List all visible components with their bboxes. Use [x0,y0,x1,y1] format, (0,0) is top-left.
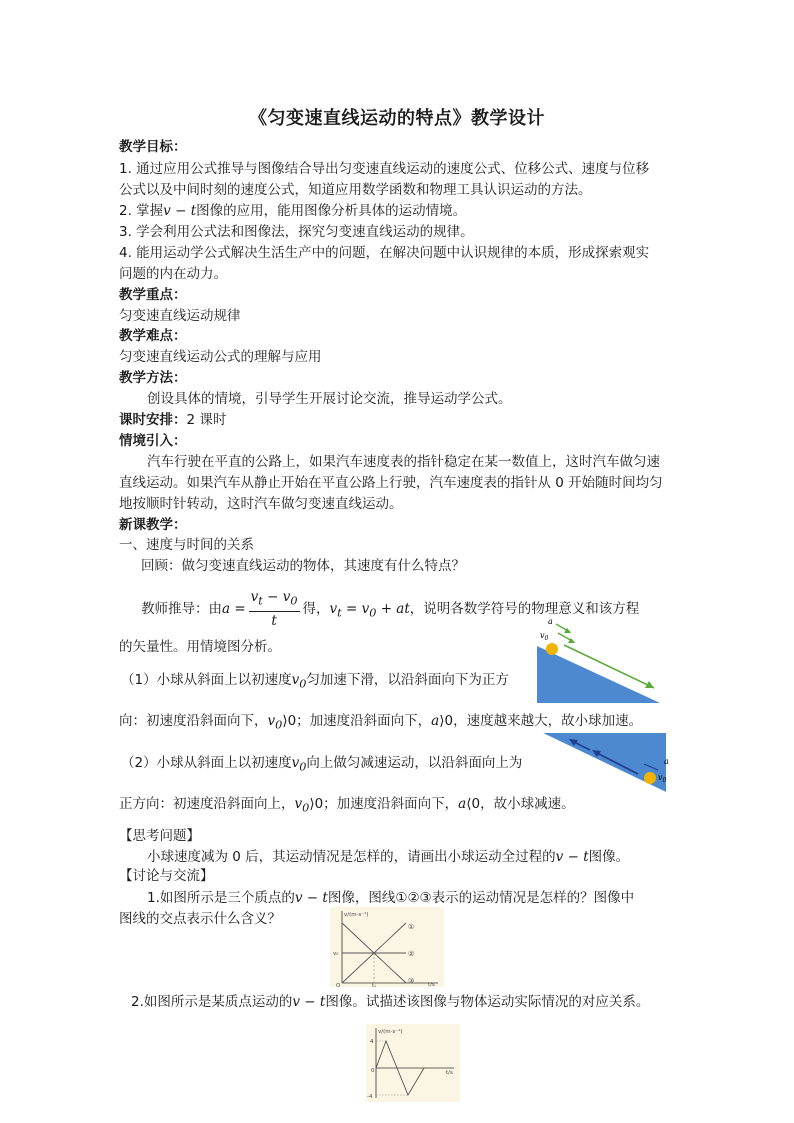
objective-2-pre: 2. 掌握 [119,203,164,219]
think-vt: v − t [555,849,589,865]
difficulty-text: 匀变速直线运动公式的理解与应用 [119,349,322,365]
q2-post: 图像。试描述该图像与物体运动实际情况的对应关系。 [325,994,650,1010]
objective-2-post: 图像的应用，能用图像分析具体的运动情境。 [196,203,467,219]
discuss-q1-b: 图线的交点表示什么含义？ [119,911,281,927]
label-a-2: a [664,757,669,766]
q2-vt: v − t [292,994,326,1010]
incline-figure-up [540,730,670,794]
key-point-text: 匀变速直线运动规律 [119,308,241,324]
case1-a-pre: （1）小球从斜面上以初速度 [121,672,292,688]
formula-v: v [329,600,338,617]
case2-b-post: ，故小球减速。 [480,796,575,812]
think-heading: 【思考问题】 [119,828,200,844]
q1-vt: v − t [294,890,328,906]
case1-b-mid: ；加速度沿斜面向下， [296,713,432,729]
case2-b-v0: $v_0$ [294,796,310,815]
q1-post: 图像，图线①②③表示的运动情况是怎样的？图像中 [327,890,635,906]
graph2-tick-bottom: -4 [367,1094,373,1100]
case1-b-v0: $v_0$ [267,713,283,732]
q1-pre: 1.如图所示是三个质点的 [147,890,295,906]
acceleration-fraction [249,588,300,630]
frac-lhs: a = [222,600,246,617]
fraction-numerator [249,588,300,612]
schedule-text: 2 课时 [186,412,227,428]
graph2-origin: 0 [371,1068,375,1074]
derive-pre: 教师推导：由 [141,600,222,617]
fraction-denominator: t [271,612,277,629]
label-v0: $v_0$ [540,631,549,642]
schedule-heading: 课时安排： [119,412,187,428]
case1-a-post: 匀加速下滑，以沿斜面向下为正方 [306,672,509,688]
case1-b-cmp1: ⟩0 [282,713,297,729]
document-title: 《匀变速直线运动的特点》教学设计 [249,108,545,129]
case1-b-a: a [431,713,440,729]
graph2-ylabel: v/(m·s⁻¹) [378,1029,403,1035]
label-v0-2: $v_0$ [658,773,667,784]
case1-b-cmp2: ⟩0 [439,713,454,729]
graph1-ylabel: v/(m·s⁻¹) [344,912,369,918]
schedule [119,410,679,430]
derivation-line2: 的矢量性。用情境图分析。 [119,639,281,655]
think-text [147,847,707,867]
case2-b-mid: ；加速度沿斜面向下， [323,796,459,812]
derive-post: ，说明各数学符号的物理意义和该方程 [409,600,640,617]
formula-tail: + at [376,600,410,617]
case1-b-v: v [267,713,276,729]
discuss-q2 [131,992,691,1012]
objective-4a: 4. 能用运动学公式解决生活生产中的问题，在解决问题中认识规律的本质，形成探索观实 [119,245,650,261]
case2-a-pre: （2）小球从斜面上以初速度 [121,755,292,771]
formula-rhs: = v [341,600,370,617]
q2-pre: 2.如图所示是某质点运动的 [131,994,293,1010]
graph1-xlabel: t/s [428,982,435,987]
key-point-heading: 教学重点： [119,287,187,303]
case2-v0: $v_0$ [291,755,307,774]
objective-3: 3. 学会利用公式法和图像法，探究匀变速直线运动的规律。 [119,224,474,240]
num-v: v [250,589,259,605]
difficulty-heading: 教学难点： [119,328,187,344]
graph1-label-2: ② [408,950,415,958]
intro-line3: 地按顺时针转动，这时汽车做匀变速直线运动。 [119,496,403,512]
case2-b-cmp1: ⟩0 [309,796,324,812]
objective-1b: 公式以及中间时刻的速度公式，知道应用数学函数和物理工具认识运动的方法。 [119,182,592,198]
new-lesson-heading: 新课教学： [119,517,187,533]
graph1-bg [330,907,444,987]
case1-v0: $v_0$ [291,672,307,691]
graph1-t1-tick: t₁ [372,983,376,987]
case1-b-post: ，速度越来越大，故小球加速。 [453,713,643,729]
objective-2 [119,201,679,221]
graph1-v0-tick: v₀ [333,951,339,957]
ball-2 [644,772,656,784]
discuss-q1-a [147,888,707,908]
method-heading: 教学方法： [119,370,187,386]
objective-4b: 问题的内在动力。 [119,266,227,282]
objective-1a: 1. 通过应用公式推导与图像结合导出匀变速直线运动的速度公式、位移公式、速度与位移 [119,161,650,177]
case2-line-b [119,794,679,819]
objectives-heading: 教学目标： [119,139,187,155]
graph2-tick-top: 4 [370,1039,374,1045]
incline-slope [537,646,660,703]
vt-graph-three-particles [330,907,444,987]
vt-graph-particle [366,1024,460,1102]
num-sub-t: t [258,594,263,608]
num-minus-v: − v [262,589,291,605]
num-sub-0: 0 [290,594,298,608]
incline-figure-down [534,616,664,708]
section-1-heading: 一、速度与时间的关系 [119,537,254,553]
graph2-bg [366,1024,460,1102]
discuss-heading: 【讨论与交流】 [119,868,214,884]
derive-mid: 得， [302,600,330,617]
review-question: 回顾：做匀变速直线运动的物体，其速度有什么特点？ [141,558,465,574]
formula-sub-t: t [337,606,342,620]
label-a: a [548,617,553,626]
formula-rhs-sub: 0 [369,606,377,620]
case1-b-pre: 向：初速度沿斜面向下， [119,713,268,729]
think-post: 图像。 [588,849,630,865]
case2-a-post: 向上做匀减速运动，以沿斜面向上为 [306,755,523,771]
graph1-origin: O [336,983,341,987]
graph1-label-1: ① [408,923,415,931]
graph2-xlabel: t/s [446,1070,453,1076]
vt-symbol: v − t [163,203,197,219]
intro-heading: 情境引入： [119,433,187,449]
method-text: 创设具体的情境，引导学生开展讨论交流，推导运动学公式。 [147,391,512,407]
intro-line1: 汽车行驶在平直的公路上，如果汽车速度表的指针稳定在某一数值上，这时汽车做匀速 [147,454,660,470]
think-pre: 小球速度减为 0 后，其运动情况是怎样的，请画出小球运动全过程的 [147,849,556,865]
ball [546,643,558,655]
intro-line2: 直线运动。如果汽车从静止开始在平直公路上行驶，汽车速度表的指针从 0 开始随时间均匀 [119,475,663,491]
case2-b-cmp2: ⟨0 [466,796,481,812]
case2-b-a: a [458,796,467,812]
case2-b-pre: 正方向：初速度沿斜面向上， [119,796,295,812]
graph1-label-3: ③ [408,977,415,985]
